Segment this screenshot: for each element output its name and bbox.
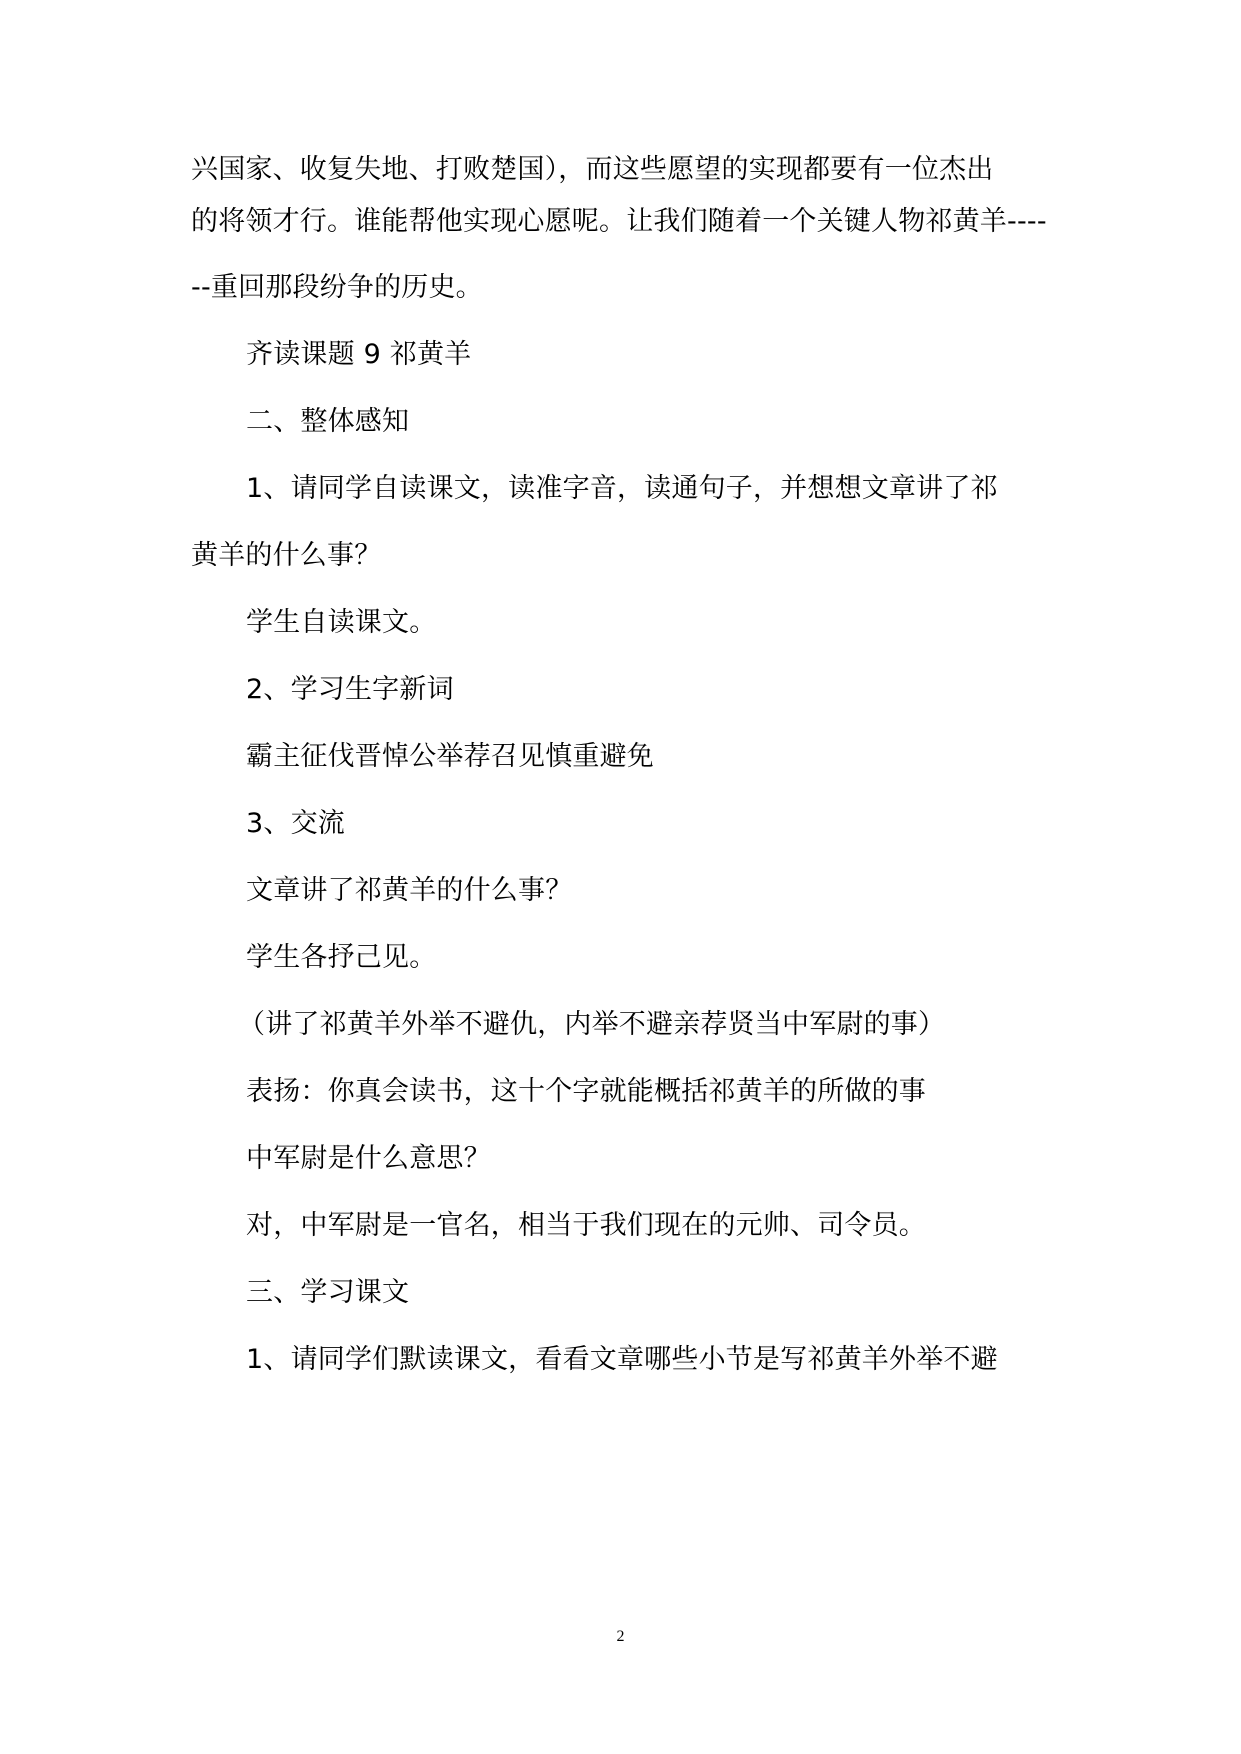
text-line: （讲了祁黄羊外举不避仇，内举不避亲荐贤当中军尉的事） (238, 1009, 946, 1040)
text-line: 1、请同学们默读课文，看看文章哪些小节是写祁黄羊外举不避 (246, 1344, 998, 1375)
text-line: 文章讲了祁黄羊的什么事？ (246, 875, 573, 906)
text-line: 1、请同学自读课文，读准字音，读通句子，并想想文章讲了祁 (246, 473, 998, 504)
text-line: 的将领才行。谁能帮他实现心愿呢。让我们随着一个关键人物祁黄羊---- (191, 206, 1047, 237)
text-line: 兴国家、收复失地、打败楚国），而这些愿望的实现都要有一位杰出 (191, 154, 994, 185)
text-line: 2、学习生字新词 (246, 674, 454, 705)
text-line: --重回那段纷争的历史。 (191, 272, 483, 303)
text-line: 学生各抒己见。 (246, 942, 437, 973)
text-line: 学生自读课文。 (246, 607, 437, 638)
section-heading: 二、整体感知 (246, 406, 410, 437)
section-heading: 三、学习课文 (246, 1277, 410, 1308)
page-number: 2 (616, 1628, 625, 1645)
lesson-title-line: 齐读课题 9 祁黄羊 (246, 339, 472, 370)
text-line: 对，中军尉是一官名，相当于我们现在的元帅、司令员。 (246, 1210, 926, 1241)
text-line: 中军尉是什么意思？ (246, 1143, 491, 1174)
vocabulary-line: 霸主征伐晋悼公举荐召见慎重避免 (246, 741, 654, 772)
text-line: 黄羊的什么事？ (191, 540, 382, 571)
text-line: 3、交流 (246, 808, 345, 839)
text-line: 表扬：你真会读书，这十个字就能概括祁黄羊的所做的事 (246, 1076, 926, 1107)
